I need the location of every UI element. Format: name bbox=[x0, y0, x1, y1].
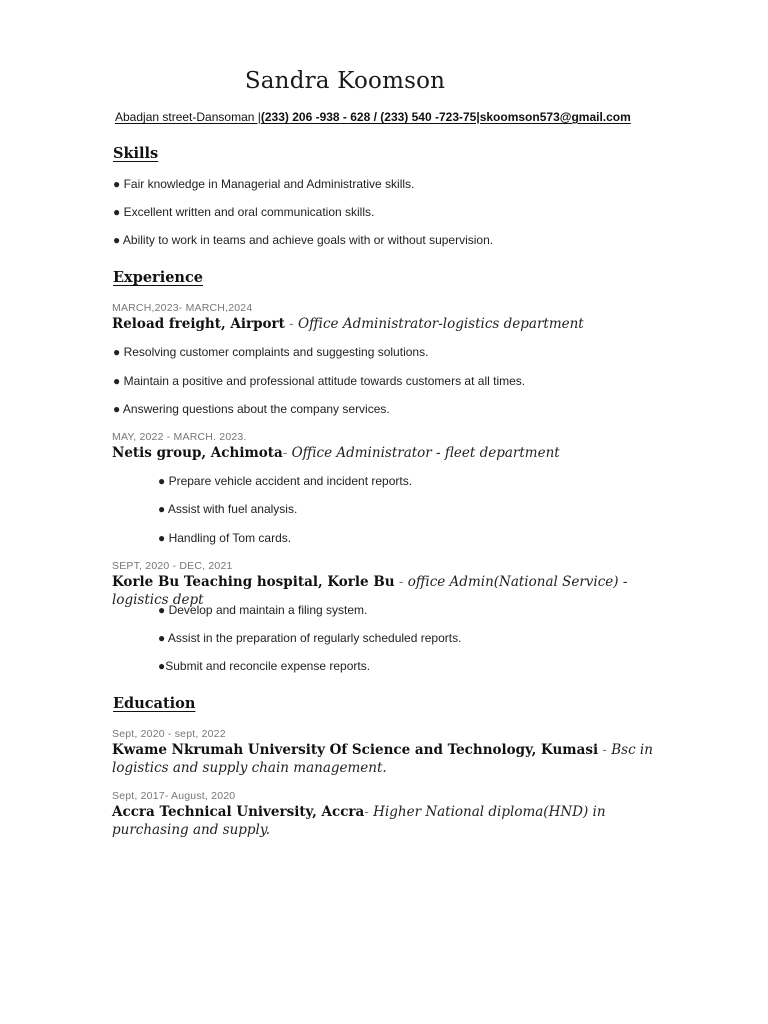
job-separator: - bbox=[284, 316, 299, 332]
job-role: Office Administrator-logistics department bbox=[298, 316, 584, 332]
job-bullet: ● Assist with fuel analysis. bbox=[158, 502, 298, 516]
resume-name: Sandra Koomson bbox=[244, 68, 446, 94]
job-separator: - bbox=[394, 574, 408, 590]
education-degree: Bsc in logistics and supply chain management. bbox=[112, 742, 653, 776]
job-bullet: ● Assist in the preparation of regularly scheduled reports. bbox=[158, 631, 462, 645]
job-organization: Netis group, Achimota bbox=[112, 445, 283, 461]
job-date: SEPT, 2020 - DEC, 2021 bbox=[112, 560, 233, 572]
job-date: MAY, 2022 - MARCH. 2023. bbox=[112, 431, 247, 443]
job-bullet: ● Resolving customer complaints and suggesting solutions. bbox=[113, 345, 429, 359]
education-institution: Kwame Nkrumah University Of Science and Technology, Kumasi bbox=[112, 742, 599, 758]
education-date: Sept, 2017- August, 2020 bbox=[112, 790, 236, 802]
job-bullet: ● Answering questions about the company services. bbox=[113, 402, 390, 416]
education-entry bbox=[112, 803, 672, 839]
skill-item: ● Fair knowledge in Managerial and Administrative skills. bbox=[113, 177, 415, 191]
job-role: Office Administrator - fleet department bbox=[291, 445, 560, 461]
address-text: Abadjan street-Dansoman | bbox=[115, 110, 261, 124]
education-institution: Accra Technical University, Accra bbox=[112, 804, 365, 820]
job-bullet: ● Handling of Tom cards. bbox=[158, 531, 292, 545]
contact-line bbox=[115, 110, 631, 124]
job-title-line bbox=[112, 444, 672, 462]
education-separator: - bbox=[364, 804, 374, 820]
education-degree: Higher National diploma(HND) in purchasing and supply. bbox=[112, 804, 606, 838]
job-bullet: ●Submit and reconcile expense reports. bbox=[158, 659, 371, 673]
job-separator: - bbox=[282, 445, 292, 461]
job-bullet: ● Prepare vehicle accident and incident reports. bbox=[158, 474, 413, 488]
skill-item: ● Excellent written and oral communication skills. bbox=[113, 205, 375, 219]
job-bullet: ● Develop and maintain a filing system. bbox=[158, 603, 368, 617]
education-entry bbox=[112, 741, 672, 777]
job-role: office Admin(National Service) - logistics dept bbox=[112, 574, 628, 608]
skills-heading: Skills bbox=[113, 145, 159, 162]
skill-item: ● Ability to work in teams and achieve goals with or without supervision. bbox=[113, 233, 494, 247]
job-bullet: ● Maintain a positive and professional attitude towards customers at all times. bbox=[113, 374, 526, 388]
experience-heading: Experience bbox=[113, 269, 204, 286]
job-organization: Reload freight, Airport bbox=[112, 316, 285, 332]
job-title-line bbox=[112, 315, 672, 333]
phone-email-text[interactable]: (233) 206 -938 - 628 / (233) 540 -723-75|skoomson573@gmail.com bbox=[260, 110, 631, 124]
education-date: Sept, 2020 - sept, 2022 bbox=[112, 728, 226, 740]
job-organization: Korle Bu Teaching hospital, Korle Bu bbox=[112, 574, 395, 590]
job-date: MARCH,2023- MARCH,2024 bbox=[112, 302, 253, 314]
education-separator: - bbox=[598, 742, 612, 758]
education-heading: Education bbox=[113, 695, 196, 712]
